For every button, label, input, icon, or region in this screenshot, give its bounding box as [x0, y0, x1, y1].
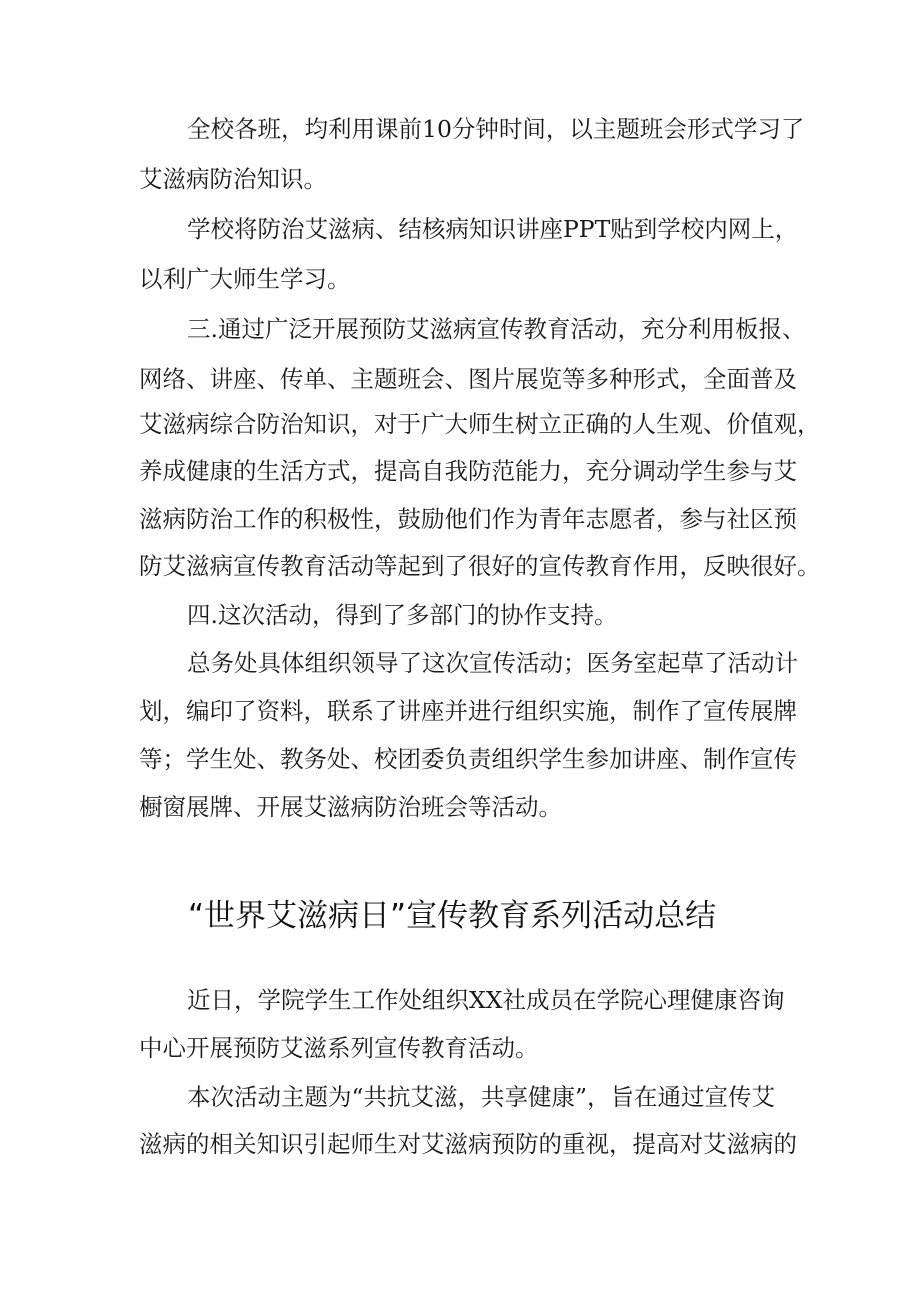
- body-text-line: 滋病防治工作的积极性，鼓励他们作为青年志愿者，参与社区预: [139, 505, 797, 533]
- body-text-line: 滋病的相关知识引起师生对艾滋病预防的重视，提高对艾滋病的: [139, 1130, 797, 1158]
- body-text-line: 三.通过广泛开展预防艾滋病宣传教育活动，充分利用板报、: [187, 315, 806, 343]
- body-text-line: 总务处具体组织领导了这次宣传活动；医务室起草了活动计: [187, 649, 798, 677]
- body-text-line: 近日，学院学生工作处组织XX社成员在学院心理健康咨询: [187, 986, 785, 1014]
- body-text-line: 艾滋病综合防治知识，对于广大师生树立正确的人生观、价值观，: [139, 410, 821, 438]
- body-text-line: 中心开展预防艾滋系列宣传教育活动。: [139, 1034, 539, 1062]
- body-text-line: 全校各班，均利用课前10分钟时间，以主题班会形式学习了: [187, 115, 805, 143]
- body-text-line: 养成健康的生活方式，提高自我防范能力，充分调动学生参与艾: [139, 457, 797, 485]
- body-text-line: 艾滋病防治知识。: [139, 165, 327, 193]
- article-title: “世界艾滋病日”宣传教育系列活动总结: [188, 898, 717, 934]
- body-text-line: 本次活动主题为“共抗艾滋，共享健康”，旨在通过宣传艾: [187, 1083, 776, 1111]
- body-text-line: 四.这次活动，得到了多部门的协作支持。: [187, 601, 618, 629]
- body-text-line: 以利广大师生学习。: [139, 265, 351, 293]
- body-text-line: 等；学生处、教务处、校团委负责组织学生参加讲座、制作宣传: [139, 745, 797, 773]
- body-text-line: 网络、讲座、传单、主题班会、图片展览等多种形式，全面普及: [139, 365, 797, 393]
- body-text-line: 学校将防治艾滋病、结核病知识讲座PPT贴到学校内网上，: [187, 215, 799, 243]
- body-text-line: 划，编印了资料，联系了讲座并进行组织实施，制作了宣传展牌: [139, 697, 797, 725]
- body-text-line: 橱窗展牌、开展艾滋病防治班会等活动。: [139, 793, 562, 821]
- body-text-line: 防艾滋病宣传教育活动等起到了很好的宣传教育作用，反映很好。: [139, 552, 821, 580]
